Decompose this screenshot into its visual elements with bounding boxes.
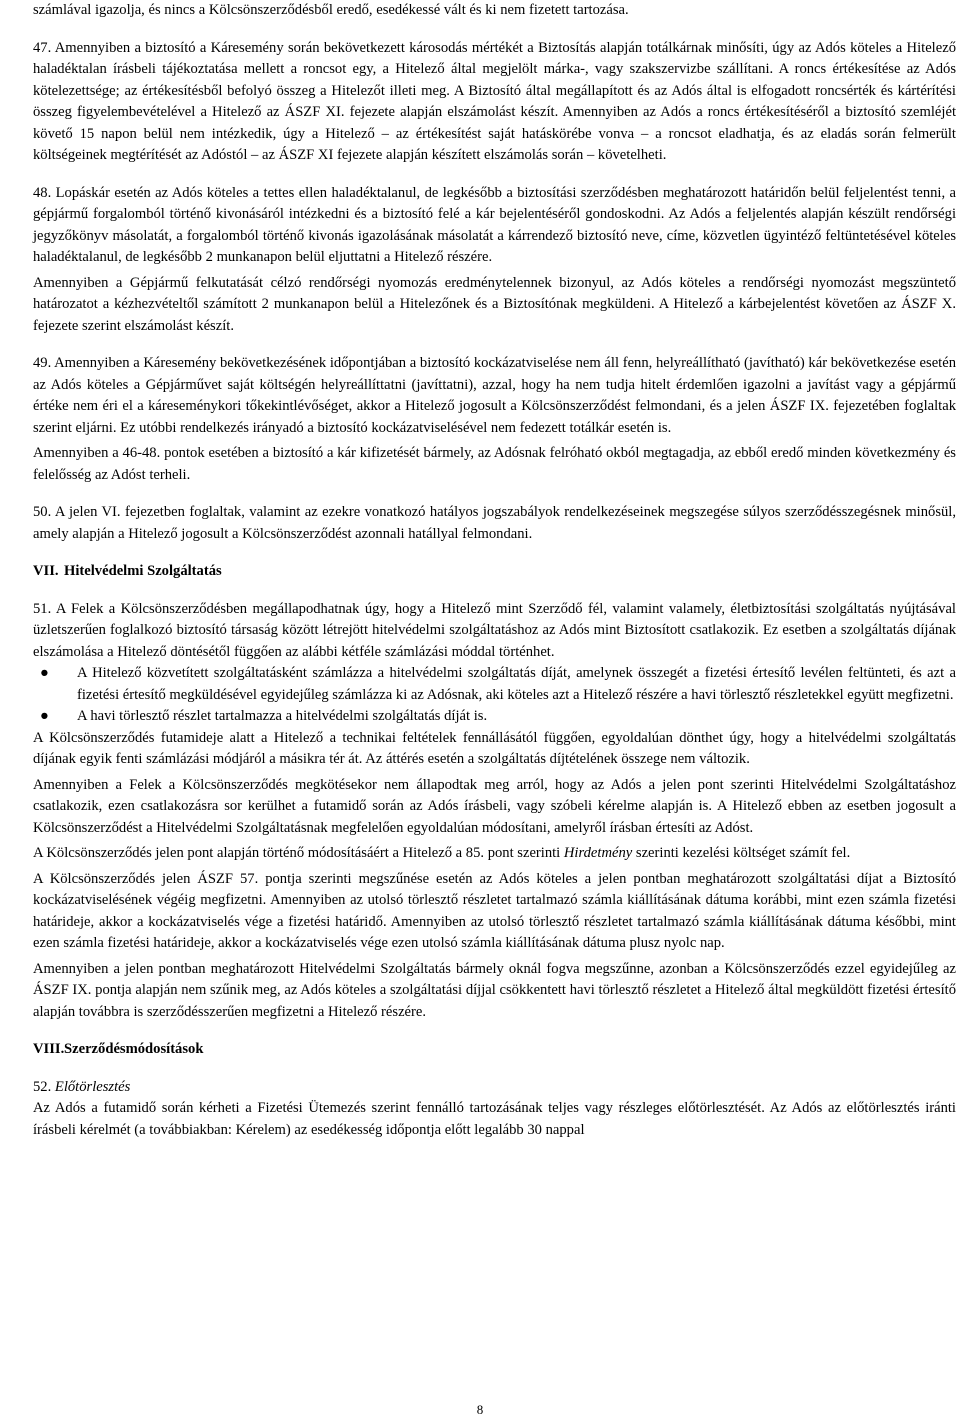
paragraph-52-heading (33, 1077, 956, 1099)
paragraph-51-switching: A Kölcsönszerződés futamideje alatt a Hitelező a technikai feltételek fennállásától függően, egyoldalúan dönthet úgy, hogy a hitelvédelmi szolgáltatás díjának egyik fenti számlázási módjáról a másikra tér át. Az áttérés esetén a szolgáltatás díjtételének összege nem változik. (33, 729, 956, 767)
paragraph-52: Az Adós a futamidő során kérheti a Fizetési Ütemezés szerint fennálló tartozásának teljes vagy részleges előtörlesztését. Az Adós az előtörlesztés iránti írásbeli kérelmét (a továbbiakban: Kérelem) az esedékesség időpontja előtt legalább 30 nappal (33, 1100, 956, 1138)
paragraph-52-title: Előtörlesztés (54, 1078, 131, 1095)
section-number: VII. (33, 563, 59, 579)
paragraph-49-continued: Amennyiben a 46-48. pontok esetében a biztosító a kár kifizetését bármely, az Adósnak felróható okból megtagadja, az ebből eredő minden következmény és felelősség az Adóst terheli. (33, 445, 956, 483)
section-title: Szerződésmódosítások (64, 1041, 204, 1057)
list-item (33, 663, 956, 706)
list-item-text: A Hitelező közvetített szolgáltatásként számlázza a hitelvédelmi szolgáltatás díját, amelynek összegét a fizetési értesítő levélen feltünteti, és azt a fizetési értesítő megküldésével egyidejűleg számlázza ki az Adósnak, aki köteles azt a Hitelező részére a havi törlesztő részletekkel együtt megfizetni. (77, 665, 956, 703)
paragraph-51: 51. A Felek a Kölcsönszerződésben megállapodhatnak úgy, hogy a Hitelező mint Szerződő fél, valamint valamely, életbiztosítási szolgáltatás nyújtásával üzletszerűen foglalkozó biztosító társaság között létrejött hitelvédelmi szolgáltatáshoz az Adós mint Biztosított csatlakozik. Ez esetben a szolgáltatás díjának elszámolása a Hitelező döntésétől függően az alábbi kétféle számlázási móddal történhet. (33, 600, 956, 660)
paragraph-51-termination: A Kölcsönszerződés jelen ÁSZF 57. pontja szerinti megszűnése esetén az Adós köteles a jelen pontban meghatározott szolgáltatási díjat a Biztosító kockázatviselésének végéig megfizetni. Amennyiben az utolsó törlesztő részletet tartalmazó számla kiállításának dátuma korábbi, mint ezen számla fizetési határideje, akkor a kockázatviselés vége a fizetési határidő. Amennyiben az utolsó törlesztő részletet tartalmazó számla kiállításának dátuma későbbi, mint ezen számla fizetési határideje, akkor a kockázatviselés vége ezen utolsó számla kiállításának dátuma plusz nyolc nap. (33, 870, 956, 951)
list-item (33, 706, 956, 728)
section-title: Hitelvédelmi Szolgáltatás (64, 563, 222, 579)
paragraph-47 (33, 38, 956, 167)
paragraph-47-part-b: A roncs értékesítése az Adós kötelezettsége; az értékesítésből befolyó összeg a Hitelezőt illeti meg. (33, 61, 956, 99)
hirdetmeny-term: Hirdetmény (563, 845, 633, 861)
paragraph-51-fee: A Kölcsönszerződés jelen pont alapján történő módosításáért a Hitelező a 85. pont szerinti Hirdetmény szerinti kezelési költséget számít fel. (33, 845, 851, 861)
list-item-text: A havi törlesztő részlet tartalmazza a hitelvédelmi szolgáltatás díját is. (77, 708, 488, 724)
paragraph-51-joining: Amennyiben a Felek a Kölcsönszerződés megkötésekor nem állapodtak meg arról, hogy az Adós a jelen pont szerinti Hitelvédelmi Szolgáltatáshoz csatlakozik, ezen csatlakozásra sor kerülhet a futamidő során az Adós írásbeli, vagy szóbeli kérelme alapján is. A Hitelező ebben az esetben jogosult a Kölcsönszerződést a Hitelvédelmi Szolgáltatásnak megfelelően egyoldalúan módosítani, amelyről írásban értesíti az Adóst. (33, 776, 956, 836)
section-heading-vii (33, 561, 956, 583)
bullet-icon: ● (40, 708, 49, 724)
paragraph-47-part-c: A Biztosító által megállapított és az Adós által is elfogadott roncsérték és kártérítési összeg figyelembevételével a Hitelező az ÁSZF XI. fejezete alapján elszámolást készít. (33, 82, 956, 120)
billing-mode-list (33, 663, 956, 728)
page-number: 8 (476, 1402, 484, 1417)
paragraph-52-number: 52. (33, 1078, 52, 1095)
section-heading-viii (33, 1039, 956, 1061)
section-number: VIII. (33, 1041, 65, 1057)
paragraph-48-continued: Amennyiben a Gépjármű felkutatását célzó rendőrségi nyomozás eredménytelennek bizonyul, az Adós köteles a rendőrségi nyomozást megszüntető határozatot a kézhezvételtől számított 2 munkanapon belül a Hitelezőnek és a Biztosítónak megküldeni. A Hitelező a kárbejelentést követően az ÁSZF X. fejezete szerint elszámolást készít. (33, 274, 956, 334)
paragraph-48: 48. Lopáskár esetén az Adós köteles a tettes ellen haladéktalanul, de legkésőbb a biztosítási szerződésben meghatározott határidőn belül feljelentést tenni, a gépjármű forgalomból történő kivonásáról intézkedni és a biztosító felé a kár bejelentéséről gondoskodni. Az Adós a feljelentés alapján készült rendőrségi jegyzőkönyv másolatát, a forgalomból történő kivonás igazolásának másolatát a kárrendező biztosító neve, címe, közvetlen ügyintéző feltüntetésével köteles haladéktalanul, de legkésőbb 2 munkanapon belül eljuttatni a Hitelező részére. (33, 184, 956, 265)
paragraph-47-part-a: 47. Amennyiben a biztosító a Káresemény során bekövetkezett károsodás mértékét a Biztosítás alapján totálkárnak minősíti, úgy az Adós köteles a Hitelező haladéktalan írásbeli tájékoztatása mellett a roncsot egy, a Hitelező által megjelölt márka-, vagy szakszervizbe szállítani. (33, 39, 956, 77)
paragraph-47-part-d: Amennyiben az Adós a roncs értékesítéséről a biztosító szemléjét követő 15 napon belül nem intézkedik, úgy a Hitelező – az értékesítést saját hatáskörébe vonva – a roncsot eladhatja, és az eladás során felmerült költségeinek megtérítését az Adóstól – az ÁSZF XI fejezete alapján készített elszámolás során – követelheti. (33, 104, 956, 163)
continuation-line: számlával igazolja, és nincs a Kölcsönszerződésből eredő, esedékessé vált és ki nem fizetett tartozása. (33, 2, 629, 18)
page-content (33, 0, 956, 1141)
bullet-icon: ● (40, 665, 49, 681)
paragraph-50: 50. A jelen VI. fejezetben foglaltak, valamint az ezekre vonatkozó hatályos jogszabályok rendelkezéseinek megszegése súlyos szerződésszegésnek minősül, amely alapján a Hitelező jogosult a Kölcsönszerződést azonnali hatállyal felmondani. (33, 504, 956, 542)
paragraph-51-cessation: Amennyiben a jelen pontban meghatározott Hitelvédelmi Szolgáltatás bármely oknál fogva megszűnne, azonban a Kölcsönszerződés ezzel egyidejűleg az ÁSZF IX. pontja alapján nem szűnik meg, az Adós köteles a szolgáltatási díjjal csökkentett havi törlesztő részletet a Hitelező által megküldött fizetési értesítő alapján továbbra is szerződésszerűen megfizetni a Hitelező részére. (33, 960, 956, 1020)
paragraph-49: 49. Amennyiben a Káresemény bekövetkezésének időpontjában a biztosító kockázatviselése nem áll fenn, helyreállítható (javítható) kár bekövetkezése esetén az Adós köteles a Gépjárművet saját költségén helyreállíttatni (javíttatni), azzal, hogy ha nem tudja hitelt érdemlően igazolni a javítást vagy a gépjármű értéke nem éri el a káreseménykori tőkekintlévőséget, akkor a Hitelező jogosult a Kölcsönszerződést felmondani, és a jelen ÁSZF IX. fejezetében foglaltak szerint eljárni. Ez utóbbi rendelkezés irányadó a biztosító kockázatviselésével nem fedezett totálkár esetén is. (33, 355, 956, 436)
